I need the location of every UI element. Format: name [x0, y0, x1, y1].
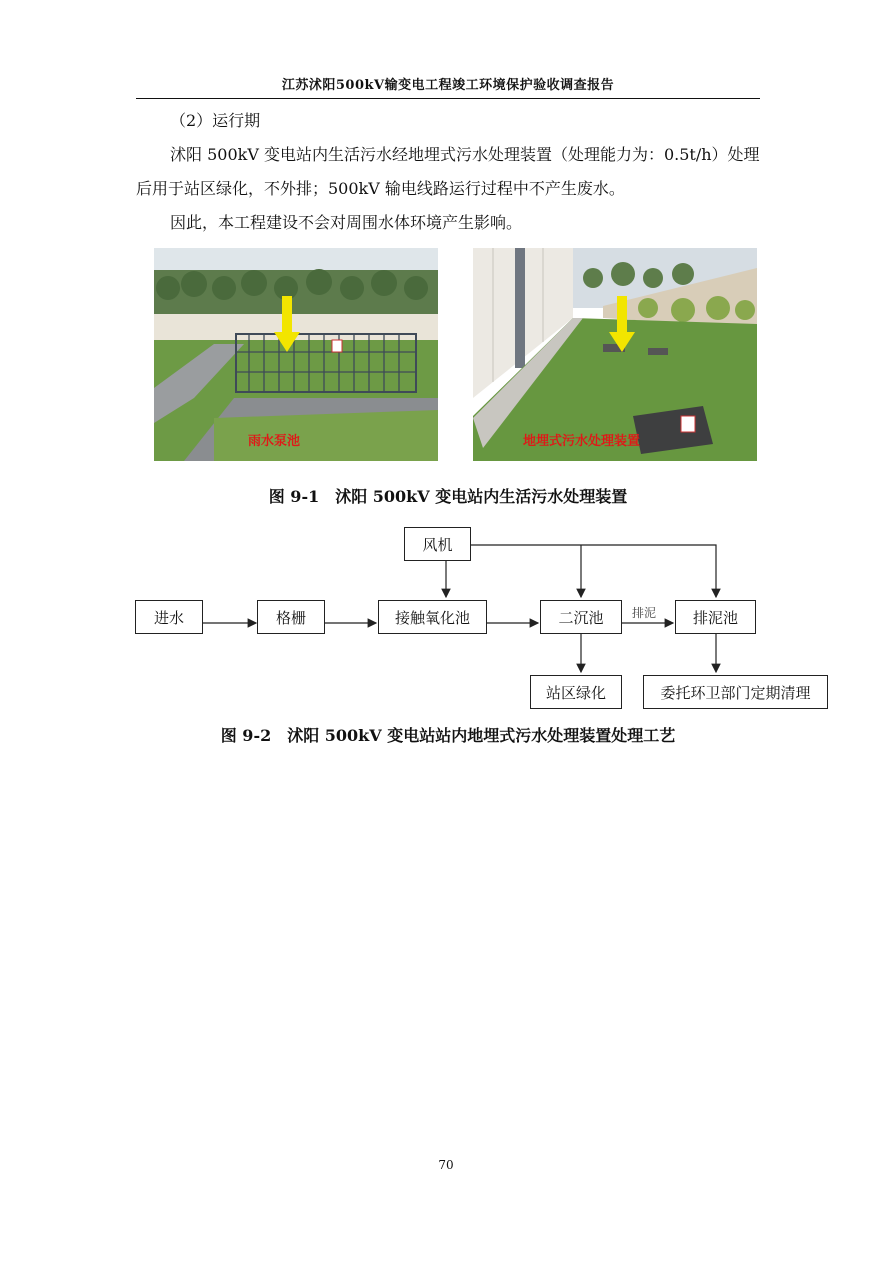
node-fan: 风机	[404, 527, 471, 561]
report-header: 江苏沭阳500kV输变电工程竣工环境保护验收调查报告	[281, 78, 615, 93]
node-contact-oxidation: 接触氧化池	[378, 600, 487, 634]
node-grille: 格栅	[257, 600, 325, 634]
paragraph-2: 因此，本工程建设不会对周围水体环境产生影响。	[170, 213, 523, 232]
node-sludge-tank: 排泥池	[675, 600, 756, 634]
photo-right-caption: 地埋式污水处理装置	[523, 434, 641, 449]
node-station-greening: 站区绿化	[530, 675, 622, 709]
figure-9-2-caption: 图 9-2 沭阳 500kV 变电站站内地埋式污水处理装置处理工艺	[220, 726, 676, 745]
section-heading: （2）运行期	[170, 111, 261, 130]
node-sanitation-cleanup: 委托环卫部门定期清理	[643, 675, 828, 709]
paragraph-1: 沭阳 500kV 变电站内生活污水经地埋式污水处理装置（处理能力为：0.5t/h）处理后用于站区绿化，不外排；500kV 输电线路运行过程中不产生废水。	[136, 145, 760, 198]
edge-label-sludge: 排泥	[632, 606, 657, 620]
node-secondary-settling: 二沉池	[540, 600, 622, 634]
photo-left-caption: 雨水泵池	[248, 434, 301, 449]
page-number: 70	[438, 1158, 454, 1172]
node-inlet: 进水	[135, 600, 203, 634]
figure-9-1-caption: 图 9-1 沭阳 500kV 变电站内生活污水处理装置	[268, 487, 628, 506]
